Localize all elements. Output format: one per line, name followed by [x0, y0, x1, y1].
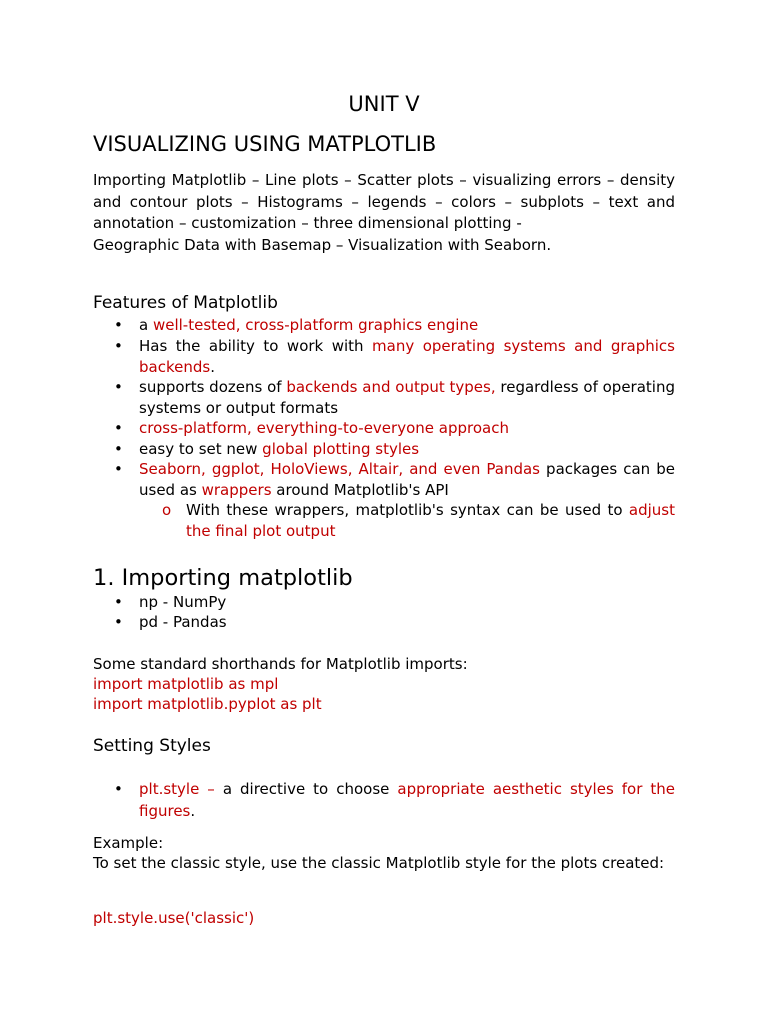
bullet-dot: • [114, 337, 123, 355]
bullet-dot: • [114, 316, 123, 334]
syllabus-paragraph [93, 170, 675, 256]
bullet-dot: • [114, 460, 123, 478]
import-item-numpy: np - NumPy [139, 593, 227, 611]
code-import-mpl: import matplotlib as mpl [93, 675, 279, 693]
sub-bullet-circle: o [162, 501, 172, 519]
shorthands-intro: Some standard shorthands for Matplotlib imports: [93, 655, 468, 673]
syllabus-line-1: Importing Matplotlib – Line plots – Scatter plots – visualizing errors – [93, 171, 615, 189]
feature-item-4: cross-platform, everything-to-everyone approach [139, 419, 509, 437]
syllabus-line-2: density and contour plots – Histograms – legends – colors – subplots – [93, 171, 675, 211]
feature-item-3: supports dozens of backends and output types, regardless of operating systems or output formats [139, 378, 675, 417]
feature-item-1: a well-tested, cross-platform graphics engine [139, 316, 479, 334]
importing-heading: 1. Importing matplotlib [93, 565, 353, 591]
styles-item-1: plt.style – a directive to choose appropriate aesthetic styles for the figures. [139, 780, 676, 820]
syllabus-line-3: text and annotation – customization – three dimensional plotting - [93, 192, 675, 232]
code-import-plt: import matplotlib.pyplot as plt [93, 695, 322, 713]
import-item-pandas: pd - Pandas [139, 613, 227, 631]
code-style-use: plt.style.use('classic') [93, 909, 255, 927]
bullet-dot: • [114, 593, 123, 611]
feature-item-6: Seaborn, ggplot, HoloViews, Altair, and even Pandas packages can be used as wrappers around Matplotlib's API [139, 460, 675, 499]
main-heading: VISUALIZING USING MATPLOTLIB [93, 132, 437, 156]
feature-item-5: easy to set new global plotting styles [139, 440, 420, 458]
feature-item-2: Has the ability to work with many operating systems and graphics backends. [139, 337, 675, 376]
feature-sub-item-1: With these wrappers, matplotlib's syntax can be used to adjust the final plot output [186, 501, 675, 540]
example-text: To set the classic style, use the classic Matplotlib style for the plots created: [93, 854, 665, 872]
unit-title: UNIT V [348, 92, 420, 116]
bullet-dot: • [114, 613, 123, 631]
bullet-dot: • [114, 440, 123, 458]
bullet-dot: • [114, 780, 123, 798]
example-label: Example: [93, 834, 164, 852]
syllabus-line-4: Geographic Data with Basemap – Visualization with Seaborn. [93, 235, 552, 254]
features-heading: Features of Matplotlib [93, 293, 278, 313]
bullet-dot: • [114, 419, 123, 437]
bullet-dot: • [114, 378, 123, 396]
styles-heading: Setting Styles [93, 736, 211, 756]
